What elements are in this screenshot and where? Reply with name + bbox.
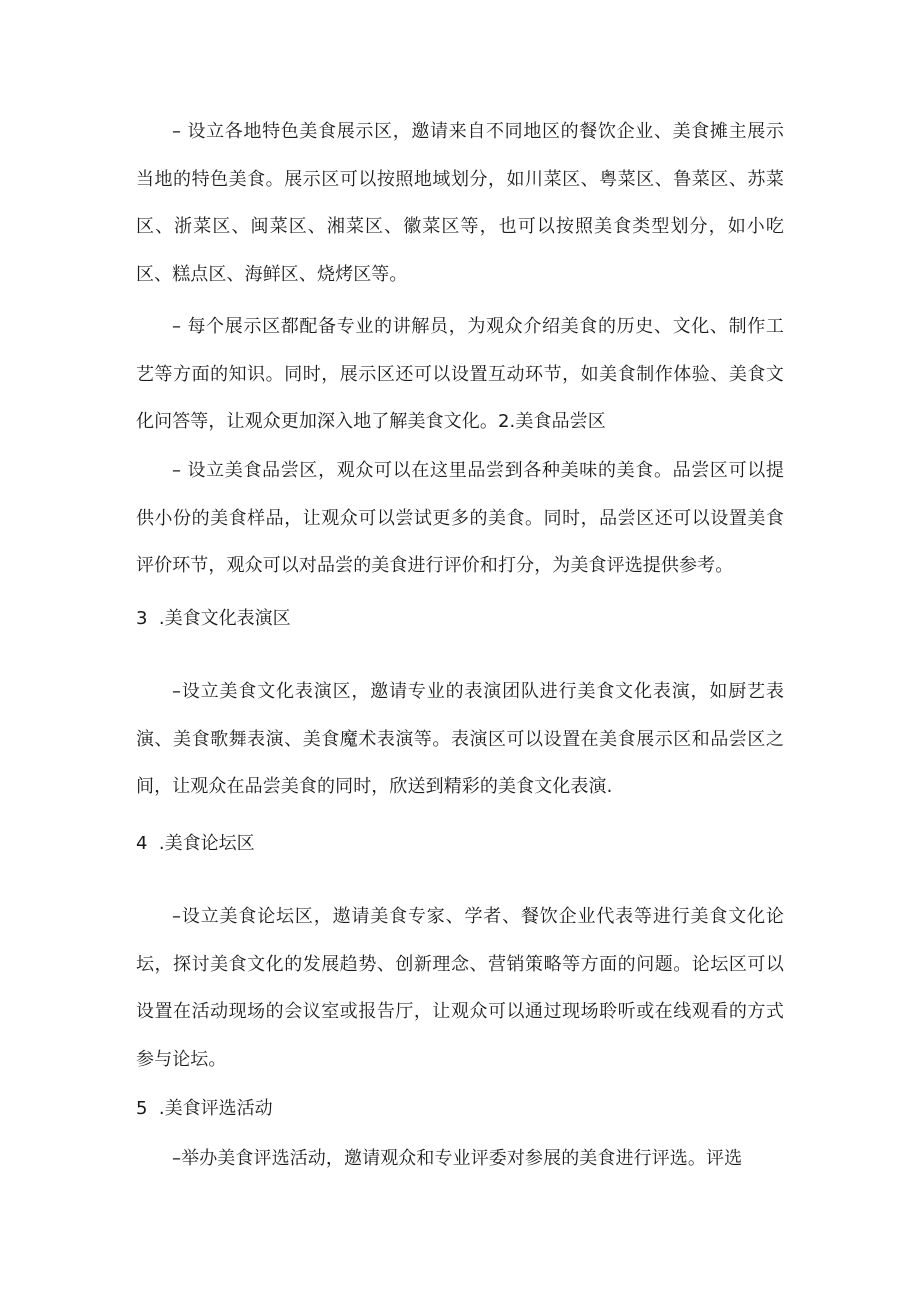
paragraph-performance-area: –设立美食文化表演区，邀请专业的表演团队进行美食文化表演，如厨艺表演、美食歌舞表演、美食魔术表演等。表演区可以设置在美食展示区和品尝区之间，让观众在品尝美食的同时，欣送到精彩的美食文化表演. (136, 681, 784, 797)
paragraph-tasting-area: – 设立美食品尝区，观众可以在这里品尝到各种美味的美食。品尝区可以提供小份的美食样品，让观众可以尝试更多的美食。同时，品尝区还可以设置美食评价环节，观众可以对品尝的美食进行评价和打分，为美食评选提供参考。 (136, 460, 784, 576)
section-heading-selection: 5 .美食评选活动 (136, 1098, 273, 1119)
paragraph-showcase-zones: – 设立各地特色美食展示区，邀请来自不同地区的餐饮企业、美食摊主展示当地的特色美食。展示区可以按照地域划分，如川菜区、粤菜区、鲁菜区、苏菜区、浙菜区、闽菜区、湘菜区、徽菜区等，也可以按照美食类型划分，如小吃区、糕点区、海鲜区、烧烤区等。 (136, 121, 784, 285)
paragraph-guides: – 每个展示区都配备专业的讲解员，为观众介绍美食的历史、文化、制作工艺等方面的知识。同时，展示区还可以设置互动环节，如美食制作体验、美食文化问答等，让观众更加深入地了解美食文化。2.美食品尝区 (136, 316, 784, 432)
paragraph-selection-activity: –举办美食评选活动，邀请观众和专业评委对参展的美食进行评选。评选 (172, 1148, 743, 1169)
paragraph-forum-area: –设立美食论坛区，遨请美食专家、学者、餐饮企业代表等进行美食文化论坛，探讨美食文化的发展趋势、创新理念、营销策略等方面的问题。论坛区可以设置在活动现场的会议室或报告厅，让观众可以通过现场聆听或在线观看的方式参与论坛。 (136, 906, 784, 1070)
section-heading-performance: 3 .美食文化表演区 (136, 608, 291, 629)
section-heading-forum: 4 .美食论坛区 (136, 833, 255, 854)
